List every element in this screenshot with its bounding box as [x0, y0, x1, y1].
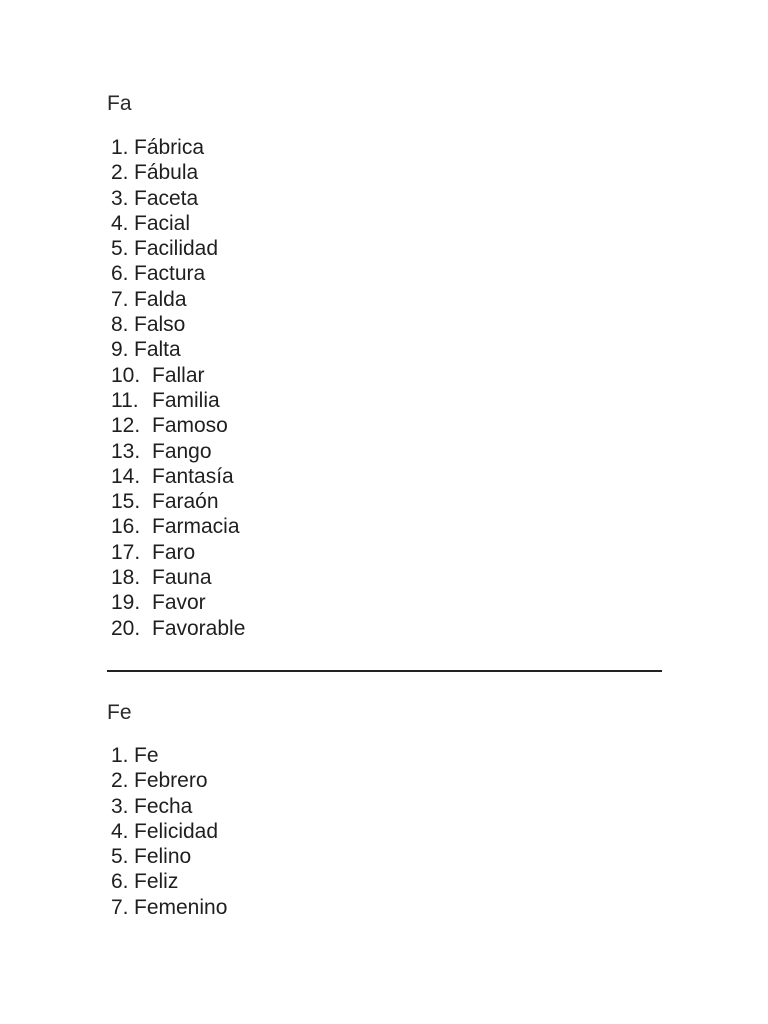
- list-item: [111, 135, 245, 160]
- list-item: [111, 363, 245, 388]
- list-item: [111, 514, 245, 539]
- list-item: [111, 819, 227, 844]
- word-list-fe: [111, 743, 227, 920]
- list-item: [111, 590, 245, 615]
- item-word: Facilidad: [134, 237, 219, 261]
- item-word: Fango: [152, 439, 212, 463]
- list-item: [111, 489, 245, 514]
- list-item: [111, 895, 227, 920]
- item-number: 10.: [111, 363, 141, 387]
- item-number: 4.: [111, 211, 129, 235]
- item-word: Favorable: [152, 616, 246, 640]
- list-item: [111, 565, 245, 590]
- list-item: [111, 743, 227, 768]
- item-word: Febrero: [134, 769, 208, 793]
- item-word: Fe: [134, 744, 159, 767]
- item-number: 3.: [111, 794, 129, 818]
- section-divider: [107, 670, 662, 672]
- item-word: Factura: [134, 262, 206, 286]
- item-number: 6.: [111, 870, 129, 894]
- item-number: 13.: [111, 439, 141, 463]
- list-item: [111, 464, 245, 489]
- list-item: [111, 287, 245, 312]
- item-word: Felicidad: [134, 819, 219, 843]
- list-item: [111, 540, 245, 565]
- item-number: 7.: [111, 895, 129, 919]
- item-word: Farmacia: [152, 515, 240, 539]
- item-word: Facial: [134, 211, 191, 235]
- item-number: 11.: [111, 388, 139, 412]
- item-number: 14.: [111, 464, 141, 488]
- item-number: 18.: [111, 566, 141, 590]
- list-item: [111, 337, 245, 362]
- item-word: Faraón: [152, 490, 219, 514]
- item-number: 16.: [111, 515, 141, 539]
- item-word: Falta: [134, 338, 181, 362]
- item-word: Favor: [152, 591, 206, 615]
- section-heading-fe: Fe: [107, 701, 132, 724]
- item-word: Fábula: [134, 161, 199, 185]
- list-item: [111, 312, 245, 337]
- list-item: [111, 439, 245, 464]
- item-word: Fábrica: [134, 136, 205, 159]
- item-number: 5.: [111, 845, 129, 869]
- item-word: Faceta: [134, 186, 199, 210]
- item-number: 7.: [111, 287, 129, 311]
- item-number: 1.: [111, 744, 129, 767]
- item-number: 2.: [111, 769, 129, 793]
- item-number: 6.: [111, 262, 129, 286]
- item-number: 4.: [111, 819, 129, 843]
- item-word: Falda: [134, 287, 187, 311]
- list-item: [111, 844, 227, 869]
- list-item: [111, 768, 227, 793]
- item-word: Fantasía: [152, 464, 234, 488]
- item-number: 15.: [111, 490, 141, 514]
- list-item: [111, 261, 245, 286]
- item-number: 3.: [111, 186, 129, 210]
- item-word: Faro: [152, 540, 196, 564]
- section-heading-fa: Fa: [107, 92, 132, 115]
- item-number: 12.: [111, 414, 141, 438]
- word-list-fa: [111, 135, 245, 641]
- list-item: [111, 388, 245, 413]
- list-item: [111, 794, 227, 819]
- item-number: 8.: [111, 313, 129, 337]
- item-word: Familia: [152, 388, 220, 412]
- item-word: Femenino: [134, 895, 228, 919]
- list-item: [111, 160, 245, 185]
- list-item: [111, 236, 245, 261]
- list-item: [111, 616, 245, 641]
- item-number: 19.: [111, 591, 141, 615]
- item-number: 1.: [111, 136, 129, 159]
- item-word: Feliz: [134, 870, 179, 894]
- list-item: [111, 413, 245, 438]
- item-number: 20.: [111, 616, 141, 640]
- list-item: [111, 211, 245, 236]
- item-word: Fauna: [152, 566, 212, 590]
- item-word: Falso: [134, 313, 186, 337]
- item-word: Felino: [134, 845, 192, 869]
- item-word: Fallar: [152, 363, 205, 387]
- item-number: 9.: [111, 338, 129, 362]
- item-word: Fecha: [134, 794, 193, 818]
- item-number: 2.: [111, 161, 129, 185]
- list-item: [111, 869, 227, 894]
- item-word: Famoso: [152, 414, 228, 438]
- list-item: [111, 186, 245, 211]
- item-number: 17.: [111, 540, 141, 564]
- item-number: 5.: [111, 237, 129, 261]
